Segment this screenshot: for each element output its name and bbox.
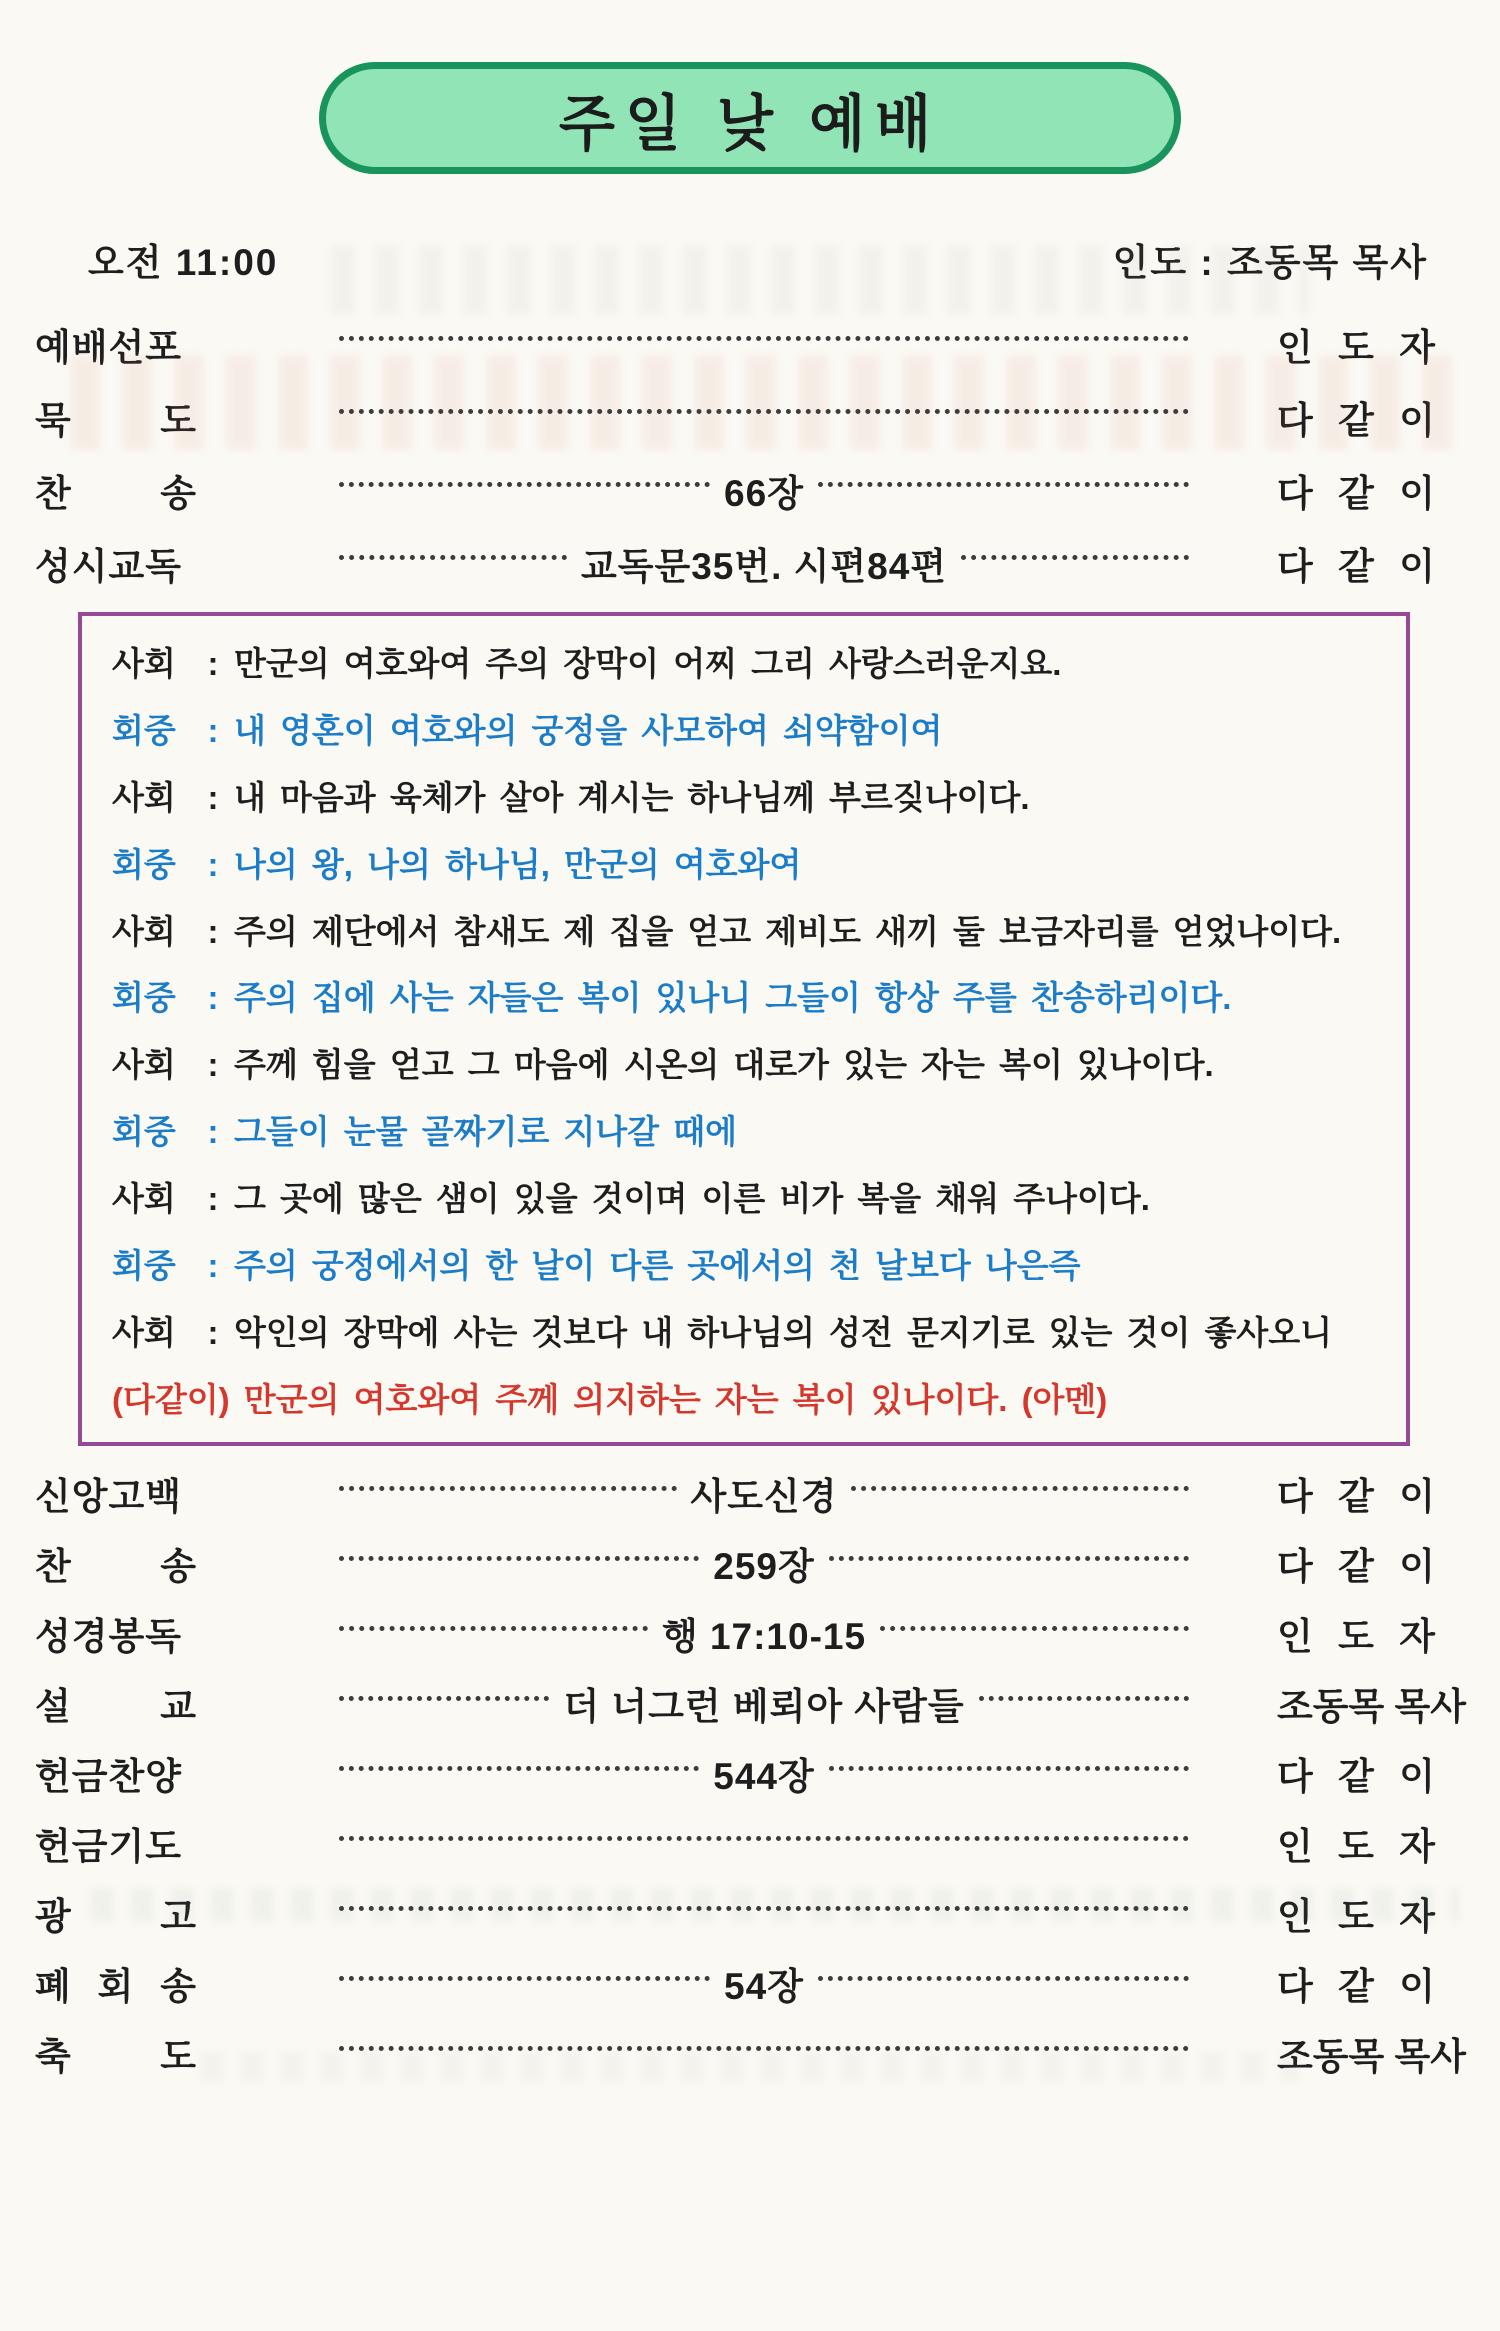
speaker-colon: : [207, 778, 219, 816]
dotted-leader [339, 2051, 1189, 2056]
reading-text: 나의 왕, 나의 하나님, 만군의 여호와여 [234, 845, 802, 883]
order-item-participant: 인 도 자 [1277, 326, 1435, 368]
reading-line-congregation [112, 1244, 1380, 1288]
order-row-announcements [0, 1890, 1500, 1937]
dotted-leader-line [818, 1976, 1189, 1981]
speaker-label: 사회 [112, 645, 176, 682]
order-row-responsive-reading [0, 539, 1500, 586]
reading-text: 내 영혼이 여호와의 궁정을 사모하여 쇠약함이여 [234, 711, 943, 749]
dotted-leader-line [339, 2046, 1189, 2051]
speaker-label: 회중 [112, 1113, 176, 1151]
reading-line-leader [112, 642, 1380, 686]
dotted-leader [339, 1676, 1189, 1730]
dotted-leader-line [339, 555, 567, 560]
speaker-label: 사회 [112, 778, 176, 816]
speaker-label: 사회 [112, 912, 176, 950]
dotted-leader [339, 1536, 1189, 1590]
speaker-colon: : [207, 845, 219, 883]
order-item-label: 찬 송 [35, 472, 197, 514]
order-item-participant: 다 같 이 [1277, 1546, 1435, 1587]
order-item-participant: 다 같 이 [1277, 1476, 1435, 1517]
dotted-leader [339, 1466, 1189, 1520]
order-item-participant: 인 도 자 [1277, 1616, 1435, 1657]
order-row-creed [0, 1470, 1500, 1517]
dotted-leader-line [339, 336, 1189, 341]
speaker-colon: : [207, 645, 219, 682]
order-of-service-bottom [0, 1470, 1500, 2077]
dotted-leader-line [961, 555, 1189, 560]
order-item-participant: 조동목 목사 [1277, 2036, 1466, 2077]
speaker-colon: : [207, 979, 219, 1017]
dotted-leader [339, 1956, 1189, 2010]
dotted-leader-line [339, 1766, 699, 1771]
speaker-colon: : [207, 1113, 219, 1151]
page-title: 주일 낮 예배 [558, 89, 942, 158]
order-item-detail: 사도신경 [690, 1476, 838, 1517]
speaker-label: 회중 [112, 1246, 176, 1284]
order-item-detail: 행 17:10-15 [661, 1616, 867, 1657]
dotted-leader-line [339, 1906, 1189, 1911]
order-item-label: 찬 송 [35, 1546, 197, 1587]
dotted-leader [339, 341, 1189, 346]
reading-text: 주의 집에 사는 자들은 복이 있나니 그들이 항상 주를 찬송하리이다. [234, 979, 1232, 1017]
order-item-participant: 다 같 이 [1277, 399, 1435, 441]
reading-text: 내 마음과 육체가 살아 계시는 하나님께 부르짖나이다. [234, 778, 1030, 816]
speaker-label: 사회 [112, 1046, 176, 1084]
dotted-leader-line [979, 1696, 1189, 1701]
dotted-leader [339, 463, 1189, 517]
order-item-participant: 조동목 목사 [1277, 1686, 1466, 1727]
dotted-leader [339, 1746, 1189, 1800]
reading-line-leader [112, 910, 1380, 954]
dotted-leader-line [339, 1836, 1189, 1841]
order-item-label: 광 고 [35, 1896, 197, 1937]
speaker-label: 회중 [112, 845, 176, 883]
order-row-offering-prayer [0, 1820, 1500, 1867]
order-item-detail: 54장 [724, 1966, 804, 2007]
order-row-scripture [0, 1610, 1500, 1657]
reading-line-congregation [112, 709, 1380, 753]
speaker-colon: : [207, 1180, 219, 1217]
order-item-label: 묵 도 [35, 399, 197, 441]
title-banner [319, 62, 1181, 174]
dotted-leader-line [818, 482, 1189, 487]
speaker-colon: : [207, 912, 219, 950]
reading-text: 만군의 여호와여 주의 장막이 어찌 그리 사랑스러운지요. [234, 645, 1062, 682]
reading-line-congregation [112, 1110, 1380, 1154]
reading-text: 그 곳에 많은 샘이 있을 것이며 이른 비가 복을 채워 주나이다. [234, 1180, 1150, 1217]
dotted-leader-line [339, 1976, 710, 1981]
responsive-reading-box [78, 612, 1410, 1446]
order-item-detail: 259장 [713, 1546, 815, 1587]
speaker-label: 회중 [112, 979, 176, 1017]
reading-line-leader [112, 1311, 1380, 1355]
dotted-leader-line [339, 1626, 648, 1631]
order-row-call-to-worship [0, 320, 1500, 367]
dotted-leader-line [339, 1486, 677, 1491]
reading-line-leader [112, 1177, 1380, 1221]
order-item-detail: 교독문35번. 시편84편 [580, 545, 948, 587]
order-row-hymn [0, 1540, 1500, 1587]
order-row-sermon [0, 1680, 1500, 1727]
dotted-leader-line [829, 1766, 1189, 1771]
reading-line-leader [112, 1043, 1380, 1087]
dotted-leader-line [339, 482, 710, 487]
dotted-leader-line [829, 1556, 1189, 1561]
order-item-participant: 다 같 이 [1277, 1966, 1435, 2007]
service-leader: 인도 : 조동목 목사 [1112, 242, 1428, 283]
order-of-service-top [0, 320, 1500, 586]
order-row-hymn [0, 466, 1500, 513]
speaker-label: 사회 [112, 1313, 176, 1351]
reading-line-congregation [112, 843, 1380, 887]
speaker-colon: : [207, 1046, 219, 1084]
dotted-leader-line [339, 409, 1189, 414]
order-item-label: 폐 회 송 [35, 1966, 197, 2007]
order-row-closing-hymn [0, 1960, 1500, 2007]
order-item-participant: 다 같 이 [1277, 1756, 1435, 1797]
order-item-label: 설 교 [35, 1686, 197, 1727]
service-time: 오전 11:00 [88, 242, 279, 283]
order-item-label: 예배선포 [35, 326, 182, 368]
dotted-leader-line [339, 1556, 699, 1561]
order-item-label: 헌금기도 [35, 1826, 182, 1867]
order-item-detail: 66장 [724, 472, 804, 514]
reading-closing-line: (다같이) 만군의 여호와여 주께 의지하는 자는 복이 있나이다. (아멘) [112, 1380, 1108, 1418]
dotted-leader [339, 414, 1189, 419]
reading-text: 그들이 눈물 골짜기로 지나갈 때에 [234, 1113, 737, 1151]
order-item-label: 성시교독 [35, 545, 182, 587]
speaker-label: 회중 [112, 711, 176, 749]
order-row-offering-hymn [0, 1750, 1500, 1797]
order-item-participant: 인 도 자 [1277, 1826, 1435, 1867]
sermon-title: 더 너그런 베뢰아 사람들 [563, 1686, 965, 1727]
reading-text: 주께 힘을 얻고 그 마음에 시온의 대로가 있는 자는 복이 있나이다. [234, 1046, 1214, 1084]
reading-text: 악인의 장막에 사는 것보다 내 하나님의 성전 문지기로 있는 것이 좋사오니 [234, 1313, 1333, 1351]
reading-text: 주의 궁정에서의 한 날이 다른 곳에서의 천 날보다 나은즉 [234, 1246, 1081, 1284]
speaker-label: 사회 [112, 1180, 176, 1217]
dotted-leader-line [851, 1486, 1189, 1491]
order-item-label: 축 도 [35, 2036, 197, 2077]
order-row-benediction [0, 2030, 1500, 2077]
service-header [88, 232, 1428, 286]
order-item-label: 헌금찬양 [35, 1756, 182, 1797]
dotted-leader-line [880, 1626, 1189, 1631]
order-row-silent-prayer [0, 393, 1500, 440]
speaker-colon: : [207, 711, 219, 749]
order-item-participant: 다 같 이 [1277, 472, 1435, 514]
dotted-leader [339, 1606, 1189, 1660]
dotted-leader-line [339, 1696, 549, 1701]
order-item-participant: 다 같 이 [1277, 545, 1435, 587]
order-item-label: 신앙고백 [35, 1476, 182, 1517]
speaker-colon: : [207, 1313, 219, 1351]
reading-line-congregation [112, 976, 1380, 1020]
order-item-detail: 544장 [713, 1756, 815, 1797]
order-item-participant: 인 도 자 [1277, 1896, 1435, 1937]
order-item-label: 성경봉독 [35, 1616, 182, 1657]
dotted-leader [339, 1841, 1189, 1846]
dotted-leader [339, 536, 1189, 590]
dotted-leader [339, 1911, 1189, 1916]
speaker-colon: : [207, 1246, 219, 1284]
reading-text: 주의 제단에서 참새도 제 집을 얻고 제비도 새끼 둘 보금자리를 얻었나이다. [234, 912, 1342, 950]
reading-line-leader [112, 776, 1380, 820]
